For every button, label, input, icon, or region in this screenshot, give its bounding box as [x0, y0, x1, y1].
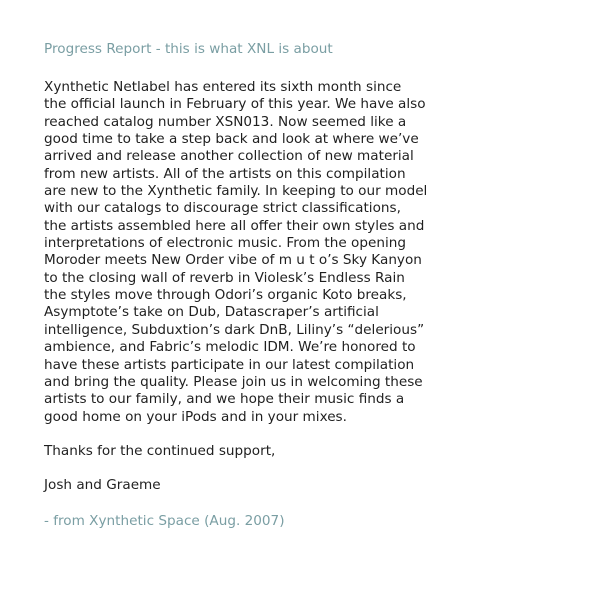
document-page — [44, 40, 434, 530]
body-line: arrived and release another collection of new material — [44, 148, 414, 165]
signature: Josh and Graeme — [44, 477, 161, 494]
body-paragraph — [44, 79, 434, 426]
body-line: to the closing wall of reverb in Violesk’s Endless Rain — [44, 269, 405, 286]
paragraph-spacer — [44, 426, 434, 443]
thanks-line: Thanks for the continued support, — [44, 442, 276, 459]
body-line: the styles move through Odori’s organic Koto breaks, — [44, 287, 407, 304]
body-line: Xynthetic Netlabel has entered its sixth month since — [44, 79, 402, 95]
body-line: have these artists participate in our latest compilation — [44, 356, 415, 373]
body-line: and bring the quality. Please join us in welcoming these — [44, 373, 423, 390]
body-line: the artists assembled here all offer their own styles and — [44, 217, 425, 234]
body-line: Asymptote’s take on Dub, Datascraper’s artificial — [44, 304, 379, 321]
body-line: ambience, and Fabric’s melodic IDM. We’re honored to — [44, 339, 416, 356]
body-line: artists to our family, and we hope their music finds a — [44, 391, 405, 408]
body-line: the official launch in February of this year. We have also — [44, 96, 426, 113]
source-credit: - from Xynthetic Space (Aug. 2007) — [44, 512, 285, 529]
body-line: good home on your iPods and in your mixes. — [44, 408, 347, 425]
body-line: interpretations of electronic music. From the opening — [44, 235, 406, 252]
paragraph-spacer — [44, 495, 434, 512]
body-line: with our catalogs to discourage strict classifications, — [44, 200, 401, 217]
body-line: Moroder meets New Order vibe of m u t o’s Sky Kanyon — [44, 252, 422, 269]
body-line: good time to take a step back and look at where we’ve — [44, 131, 419, 148]
body-line: intelligence, Subduxtion’s dark DnB, Liliny’s “delerious” — [44, 321, 425, 338]
body-line: reached catalog number XSN013. Now seemed like a — [44, 113, 407, 130]
body-line: are new to the Xynthetic family. In keeping to our model — [44, 183, 428, 200]
document-title: Progress Report - this is what XNL is about — [44, 41, 333, 57]
paragraph-spacer — [44, 460, 434, 477]
body-line: from new artists. All of the artists on this compilation — [44, 165, 406, 182]
